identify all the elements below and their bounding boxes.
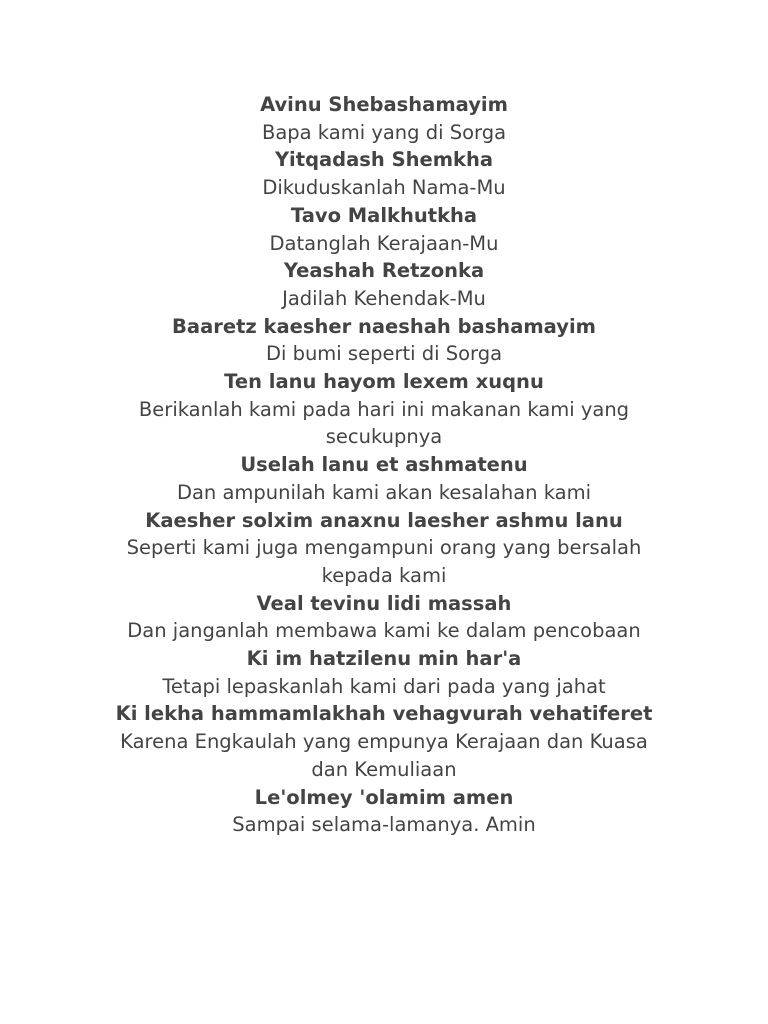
translation-line-7: Dan ampunilah kami akan kesalahan kami	[176, 480, 592, 504]
translation-line-2: Dikuduskanlah Nama-Mu	[262, 176, 506, 200]
hebrew-line-12: Le'olmey 'olamim amen	[254, 785, 514, 809]
translation-line-9: Dan janganlah membawa kami ke dalam pencobaan	[127, 619, 641, 643]
translation-line-3: Datanglah Kerajaan-Mu	[269, 231, 499, 255]
translation-line-12: Sampai selama-lamanya. Amin	[232, 813, 536, 837]
hebrew-line-3: Tavo Malkhutkha	[290, 203, 478, 227]
hebrew-line-4: Yeashah Retzonka	[283, 259, 485, 283]
hebrew-line-10: Ki im hatzilenu min har'a	[246, 647, 522, 671]
hebrew-line-8: Kaesher solxim anaxnu laesher ashmu lanu	[145, 508, 623, 532]
hebrew-line-9: Veal tevinu lidi massah	[256, 591, 512, 615]
translation-line-5: Di bumi seperti di Sorga	[265, 342, 503, 366]
translation-line-6: Berikanlah kami pada hari ini makanan kami yang secukupnya	[138, 397, 630, 449]
translation-line-1: Bapa kami yang di Sorga	[261, 120, 507, 144]
translation-line-10: Tetapi lepaskanlah kami dari pada yang jahat	[162, 674, 606, 698]
translation-line-11: Karena Engkaulah yang empunya Kerajaan dan Kuasa dan Kemuliaan	[120, 730, 648, 781]
hebrew-line-11: Ki lekha hammamlakhah vehagvurah vehatiferet	[115, 702, 653, 726]
hebrew-line-6: Ten lanu hayom lexem xuqnu	[224, 370, 544, 394]
translation-line-4: Jadilah Kehendak-Mu	[282, 286, 486, 310]
translation-line-8: Seperti kami juga mengampuni orang yang bersalah kepada kami	[126, 536, 642, 587]
prayer-text-block	[0, 91, 768, 839]
hebrew-line-2: Yitqadash Shemkha	[274, 148, 494, 172]
hebrew-line-1: Avinu Shebashamayim	[260, 93, 508, 116]
hebrew-line-7: Uselah lanu et ashmatenu	[240, 453, 528, 477]
hebrew-line-5: Baaretz kaesher naeshah bashamayim	[172, 314, 596, 338]
